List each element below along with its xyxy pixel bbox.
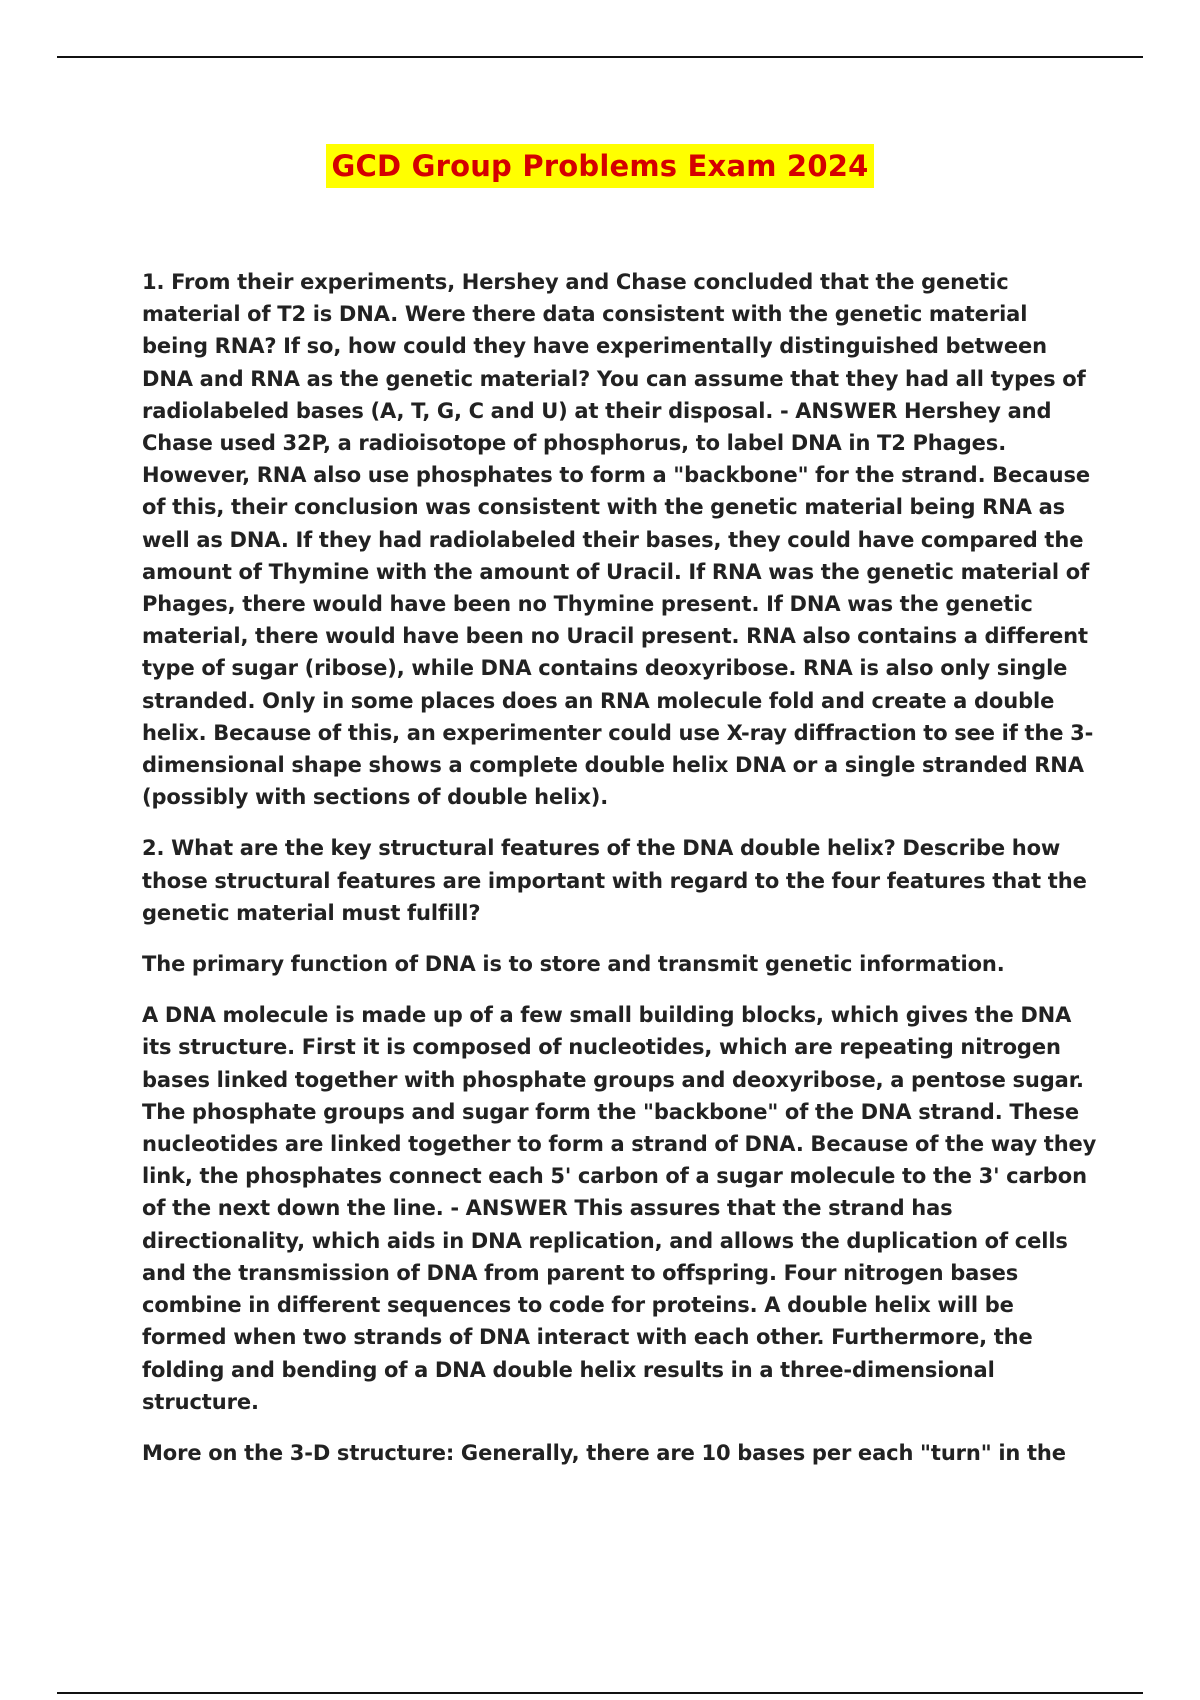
- paragraph-dna-structure: A DNA molecule is made up of a few small building blocks, which gives the DNA its structure. First it is composed of nucleotides, which are repeating nitrogen bases linked together with phosphate groups and deoxyribose, a pentose sugar. The phosphate groups and sugar form the "backbone" of the DNA strand. These nucleotides are linked together to form a strand of DNA. Because of the way they link, the phosphates connect each 5' carbon of a sugar molecule to the 3' carbon of the next down the line. - ANSWER This assures that the strand has directionality, which aids in DNA replication, and allows the duplication of cells and the transmission of DNA from parent to offspring. Four nitrogen bases combine in different sequences to code for proteins. A double helix will be formed when two strands of DNA interact with each other. Furthermore, the folding and bending of a DNA double helix results in a three-dimensional structure.: [142, 1003, 1097, 1414]
- paragraph-question-1: 1. From their experiments, Hershey and Chase concluded that the genetic material of T2 is DNA. Were there data consistent with the genetic material being RNA? If so, how could they have experimentally distinguished between DNA and RNA as the genetic material? You can assume that they had all types of radiolabeled bases (A, T, G, C and U) at their disposal. - ANSWER Hershey and Chase used 32P, a radioisotope of phosphorus, to label DNA in T2 Phages. However, RNA also use phosphates to form a "backbone" for the strand. Because of this, their conclusion was consistent with the genetic material being RNA as well as DNA. If they had radiolabeled their bases, they could have compared the amount of Thymine with the amount of Uracil. If RNA was the genetic material of Phages, there would have been no Thymine present. If DNA was the genetic material, there would have been no Uracil present. RNA also contains a different type of sugar (ribose), while DNA contains deoxyribose. RNA is also only single stranded. Only in some places does an RNA molecule fold and create a double helix. Because of this, an experimenter could use X-ray diffraction to see if the 3-dimensional shape shows a complete double helix DNA or a single stranded RNA (possibly with sections of double helix).: [142, 270, 1094, 810]
- paragraph-primary-function: The primary function of DNA is to store and transmit genetic information.: [142, 952, 1005, 977]
- paragraph-question-2: 2. What are the key structural features of the DNA double helix? Describe how those structural features are important with regard to the four features that the genetic material must fulfill?: [142, 836, 1087, 925]
- footer-rule: [57, 1692, 1143, 1694]
- paragraph-3d-structure: More on the 3-D structure: Generally, there are 10 bases per each "turn" in the: [142, 1440, 1066, 1465]
- title-block: [0, 144, 1200, 188]
- header-rule: [57, 56, 1143, 58]
- document-title: GCD Group Problems Exam 2024: [326, 144, 875, 188]
- document-body: [142, 266, 1097, 1488]
